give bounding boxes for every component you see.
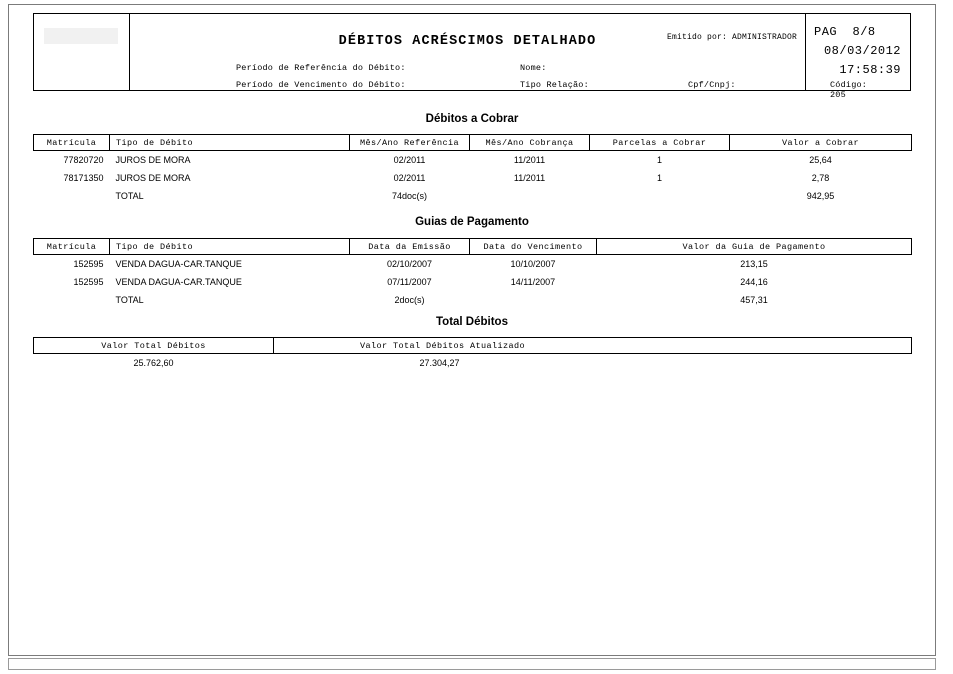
col-data-vencimento: Data do Vencimento [470,239,597,255]
cell-total-valor: 942,95 [806,191,835,201]
label-codigo: Código: 205 [830,80,868,100]
cell-total-docs: 2doc(s) [394,295,425,305]
table-header-row [34,239,912,255]
col-mes-ano-cobranca: Mês/Ano Cobrança [470,135,590,151]
cell-parcelas: 1 [656,155,662,165]
cell-matricula: 152595 [73,277,104,287]
cell-total-spacer2 [470,187,590,205]
cell-data-vencimento: 14/11/2007 [510,277,556,287]
cell-total-spacer3 [590,187,730,205]
report-date: 08/03/2012 [823,44,901,58]
col-parcelas-a-cobrar: Parcelas a Cobrar [590,135,730,151]
header-pageinfo [806,14,910,90]
cell-tipo-debito: JUROS DE MORA [115,155,191,165]
col-tipo-debito: Tipo de Débito [110,239,350,255]
table-row [34,273,912,291]
cell-matricula: 77820720 [63,155,104,165]
cell-valor-total-debitos-atualizado: 27.304,27 [419,358,460,368]
report-time: 17:58:39 [839,63,901,77]
col-tipo-debito: Tipo de Débito [110,135,350,151]
table-header-row [34,338,912,354]
cell-total-docs: 74doc(s) [391,191,427,201]
report-page [8,4,936,656]
cell-tipo-debito: JUROS DE MORA [115,173,191,183]
cell-cobranca: 11/2011 [513,155,546,165]
cell-total-spacer [34,291,110,309]
cell-matricula: 78171350 [63,173,104,183]
cell-total-label: TOTAL [115,295,144,305]
cell-valor-guia: 213,15 [740,259,768,269]
table-total-debitos [33,337,912,372]
label-periodo-vencimento: Período de Vencimento do Débito: [236,80,406,90]
report-content [9,5,935,655]
col-data-emissao: Data da Emissão [350,239,470,255]
section-title-guias-de-pagamento: Guias de Pagamento [415,216,529,228]
section-title-debitos-a-cobrar: Débitos a Cobrar [425,113,519,125]
section-title-total-debitos: Total Débitos [436,316,508,328]
cell-valor-guia: 244,16 [740,277,768,287]
cell-parcelas: 1 [656,173,662,183]
company-logo-icon [44,28,118,44]
cell-matricula: 152595 [73,259,104,269]
report-header [33,13,911,100]
cell-cobranca: 11/2011 [513,173,546,183]
cell-total-spacer [34,187,110,205]
cell-data-emissao: 02/10/2007 [386,259,433,269]
cell-total-valor: 457,31 [740,295,768,305]
table-row [34,255,912,274]
col-mes-ano-referencia: Mês/Ano Referência [350,135,470,151]
page-number: 8/8 [852,25,876,39]
cell-tipo-debito: VENDA DAGUA-CAR.TANQUE [115,259,242,269]
table-total-row [34,187,912,205]
col-matricula: Matrícula [34,239,110,255]
col-valor-total-debitos: Valor Total Débitos [34,338,274,354]
cell-data-emissao: 07/11/2007 [387,277,432,287]
table-debitos-a-cobrar [33,134,912,205]
logo-cell [34,14,130,90]
label-cpf-cnpj: Cpf/Cnpj: [688,80,736,90]
table-row [34,169,912,187]
cell-total-spacer2 [470,291,597,309]
report-title: DÉBITOS ACRÉSCIMOS DETALHADO [338,34,597,49]
cell-total-label: TOTAL [115,191,144,201]
table-total-row [34,291,912,309]
col-valor-a-cobrar: Valor a Cobrar [730,135,912,151]
col-matricula: Matrícula [34,135,110,151]
label-nome: Nome: [520,63,547,73]
emitted-by: Emitido por: ADMINISTRADOR [666,33,797,42]
cell-valor: 25,64 [809,155,832,165]
page-indicator [814,25,876,39]
col-valor-total-debitos-atualizado: Valor Total Débitos Atualizado [274,338,912,354]
label-tipo-relacao: Tipo Relação: [520,80,589,90]
table-row [34,354,912,373]
col-valor-guia: Valor da Guia de Pagamento [597,239,912,255]
cell-referencia: 02/2011 [393,155,426,165]
table-header-row [34,135,912,151]
cell-referencia: 02/2011 [393,173,426,183]
label-periodo-referencia: Período de Referência do Débito: [236,63,406,73]
table-row [34,151,912,170]
page-label: PAG [814,25,838,39]
table-guias-de-pagamento [33,238,912,309]
cell-valor: 2,78 [811,173,830,183]
viewer-bottom-bar [8,658,936,670]
cell-valor-total-debitos: 25.762,60 [133,358,174,368]
cell-data-vencimento: 10/10/2007 [510,259,556,269]
cell-tipo-debito: VENDA DAGUA-CAR.TANQUE [115,277,242,287]
